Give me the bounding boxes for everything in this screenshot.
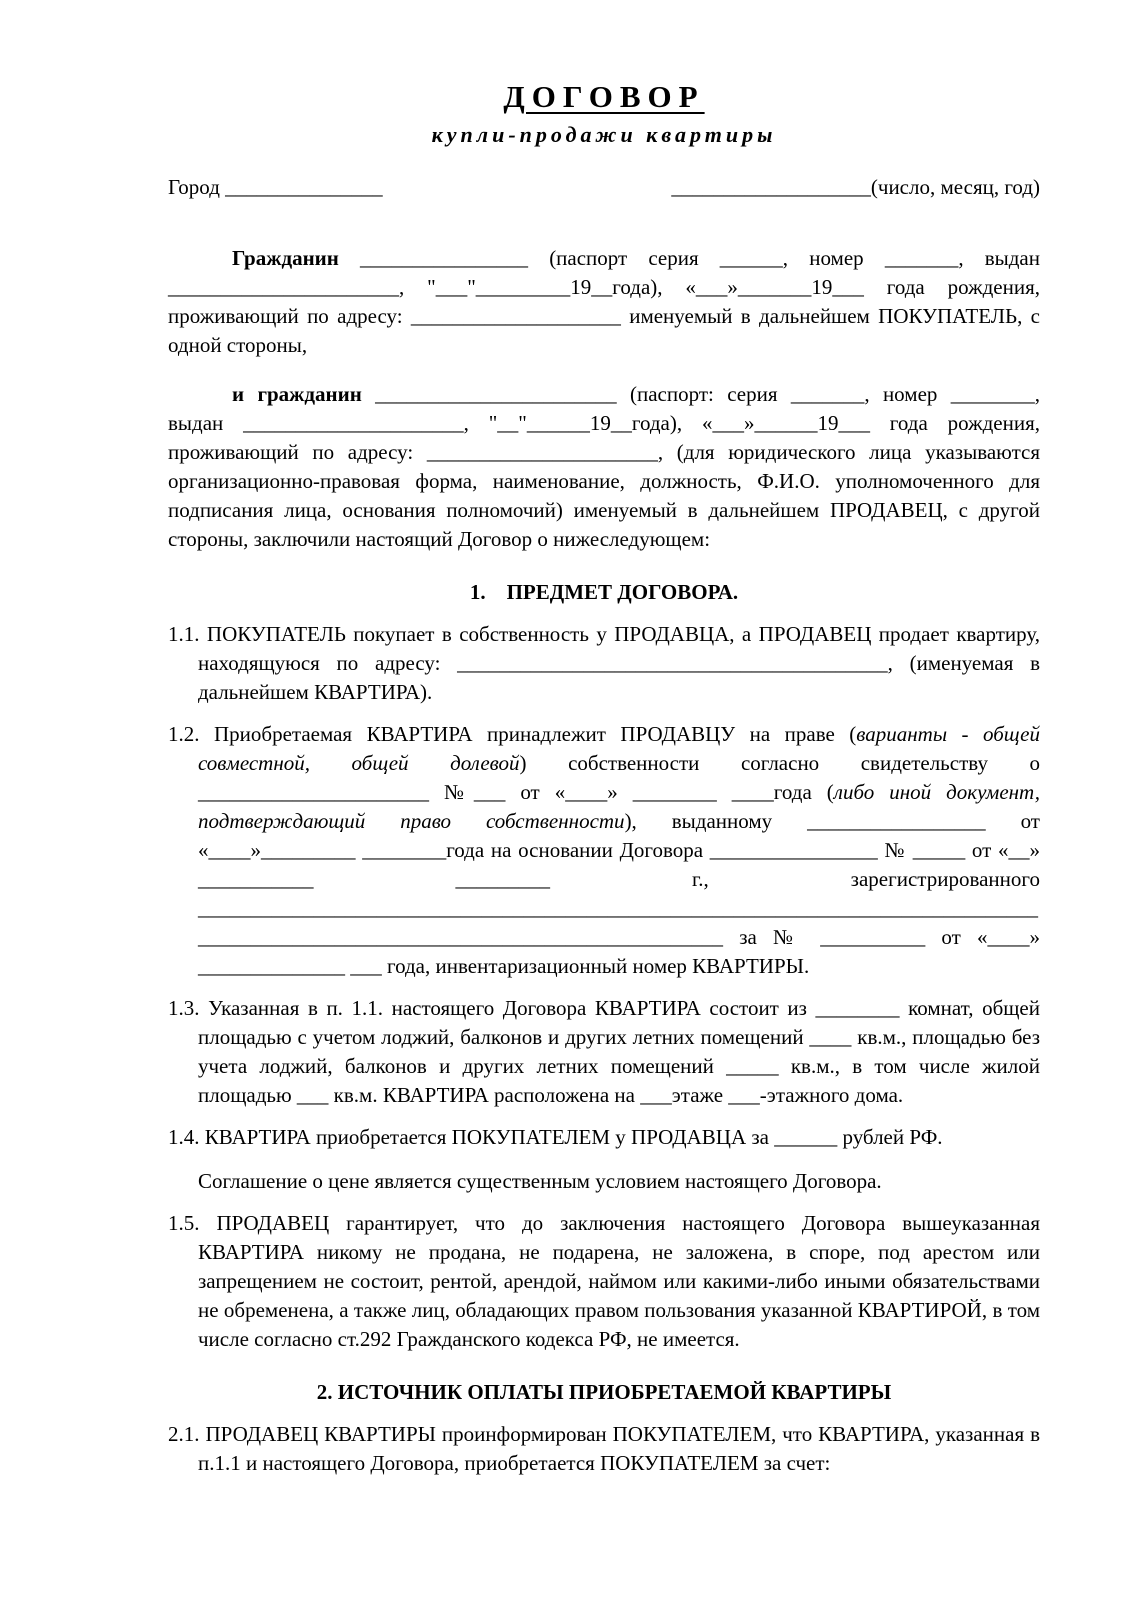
clause-1-4 — [168, 1123, 1040, 1152]
section-2-heading: 2. ИСТОЧНИК ОПЛАТЫ ПРИОБРЕТАЕМОЙ КВАРТИРЫ — [316, 1380, 892, 1404]
clause-1-3 — [168, 994, 1040, 1110]
city-line — [168, 173, 383, 202]
text-run: ПОКУПАТЕЛЬ покупает в собственность у ПРОДАВЦА, а ПРОДАВЕЦ продает квартиру, находящуюся по адресу: _________________________________________, (именуемая в дальнейшем КВАРТИРА). — [198, 622, 1041, 704]
date-line — [671, 173, 1040, 202]
clause-number: 1.3. — [168, 996, 200, 1020]
section-1-clauses — [168, 620, 1040, 1354]
city-label: Город — [168, 175, 220, 199]
clause-number: 1.2. — [168, 722, 200, 746]
text-run: _______________________ (паспорт: серия _______, номер ________, выдан _____________________, "__"______19__года), «___»______19___ года рождения, проживающий по адресу: ______________________, (для юридического лица указываются организационно-правовая форма, наименование, должность, Ф.И.О. уполномоченного для подписания лица, основания полномочий) именуемый в дальнейшем ПРОДАВЕЦ, с другой стороны, заключили настоящий Договор о нижеследующем: — [168, 382, 1040, 551]
clause-number: 1.1. — [168, 622, 200, 646]
text-run: ) собственности согласно свидетельству о ______________________ №___ от «____» ________ ____года ( — [198, 751, 1041, 804]
section-1-heading: 1. ПРЕДМЕТ ДОГОВОРА. — [469, 580, 739, 604]
seller-intro-paragraph — [168, 380, 1040, 554]
clause-2-1 — [168, 1420, 1040, 1478]
bold-text-run: и гражданин — [232, 382, 362, 406]
bold-text-run: Гражданин — [232, 246, 339, 270]
text-run: ПРОДАВЕЦ КВАРТИРЫ проинформирован ПОКУПАТЕЛЕМ, что КВАРТИРА, указанная в п.1.1 и настоящего Договора, приобретается ПОКУПАТЕЛЕМ за счет: — [198, 1422, 1041, 1475]
city-date-row — [168, 173, 1040, 202]
buyer-intro-paragraph — [168, 244, 1040, 360]
text-run: Приобретаемая КВАРТИРА принадлежит ПРОДАВЦУ на праве ( — [213, 722, 857, 746]
clause-1-1 — [168, 620, 1040, 707]
text-run: ), выданному _________________ от «____»_________ ________года на основании Договора ________________ № _____ от «__» ___________ _________ г., зарегистрированного ________________________________________________________________________________ __________________________________________________ за № __________ от «____» ______________ ___ года, инвентаризационный номер КВАРТИРЫ. — [198, 809, 1040, 978]
date-note: (число, месяц, год) — [870, 175, 1040, 199]
clause-number: 2.1. — [168, 1422, 200, 1446]
text-run: ________________ (паспорт серия ______, номер _______, выдан ______________________, "___"_________19__года), «___»_______19___ года рождения, проживающий по адресу: ____________________ именуемый в дальнейшем ПОКУПАТЕЛЬ, с одной стороны, — [168, 246, 1040, 357]
document-title: ДОГОВОР — [503, 79, 705, 114]
city-blank: _______________ — [225, 175, 383, 199]
italic-text-run: варианты - общей совместной, общей долевой — [198, 722, 1040, 775]
clause-unnumbered — [168, 1167, 1040, 1196]
italic-text-run: либо иной документ, подтверждающий право собственности — [198, 780, 1040, 833]
text-run: Указанная в п. 1.1. настоящего Договора КВАРТИРА состоит из ________ комнат, общей площадью с учетом лоджий, балконов и других летних помещений ____ кв.м., площадью без учета лоджий, балконов и других летних помещений _____ кв.м., в том числе жилой площадью ___ кв.м. КВАРТИРА расположена на ___этаже ___-этажного дома. — [198, 996, 1040, 1107]
document-subtitle: купли-продажи квартиры — [431, 122, 777, 147]
section-2-clauses — [168, 1420, 1040, 1478]
date-blank: ___________________ — [671, 175, 871, 199]
clause-1-5 — [168, 1209, 1040, 1354]
text-run: КВАРТИРА приобретается ПОКУПАТЕЛЕМ у ПРОДАВЦА за ______ рублей РФ. — [204, 1125, 943, 1149]
text-run: ПРОДАВЕЦ гарантирует, что до заключения настоящего Договора вышеуказанная КВАРТИРА никому не продана, не подарена, не заложена, в споре, под арестом или запрещением не состоит, рентой, арендой, наймом или какими-либо иными обязательствами не обременена, а также лиц, обладающих правом пользования указанной КВАРТИРОЙ, в том числе согласно ст.292 Гражданского кодекса РФ, не имеется. — [198, 1211, 1040, 1351]
text-run: Соглашение о цене является существенным условием настоящего Договора. — [198, 1169, 882, 1193]
clause-number: 1.5. — [168, 1211, 200, 1235]
clause-number: 1.4. — [168, 1125, 200, 1149]
clause-1-2 — [168, 720, 1040, 981]
